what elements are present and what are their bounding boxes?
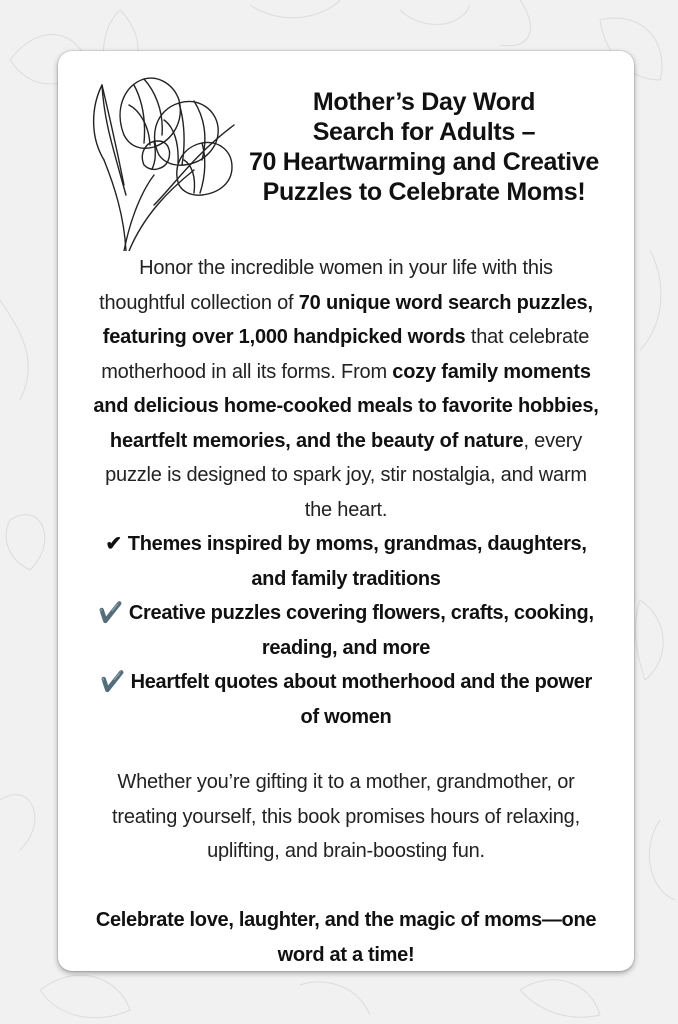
feature-item-1-line-2: and family traditions xyxy=(251,567,441,590)
intro-line-3 xyxy=(66,320,626,355)
title-line-4: Puzzles to Celebrate Moms! xyxy=(262,178,586,206)
feature-text: Heartfelt quotes about motherhood and the power xyxy=(130,671,593,693)
gift-line-2: treating yourself, this book promises hours of relaxing, xyxy=(112,805,580,828)
intro-text: motherhood in all its forms. From xyxy=(101,360,393,383)
gift-line-3: uplifting, and brain-boosting fun. xyxy=(207,840,485,862)
feature-list xyxy=(66,527,626,734)
intro-line-5: and delicious home-cooked meals to favorite hobbies, xyxy=(93,395,599,417)
intro-paragraph xyxy=(66,251,626,527)
book-title xyxy=(228,87,620,207)
feature-item-3-line-1 xyxy=(66,665,626,700)
checkmark-icon: ✔️ xyxy=(98,602,123,624)
intro-line-1: Honor the incredible women in your life with this xyxy=(139,257,553,279)
feature-item-2-line-1 xyxy=(66,596,626,631)
gift-paragraph xyxy=(66,765,626,869)
intro-highlight: cozy family moments xyxy=(392,360,591,383)
gift-line-1: Whether you’re gifting it to a mother, grandmother, or xyxy=(117,771,575,793)
title-line-1: Mother’s Day Word xyxy=(312,88,536,116)
feature-text: Themes inspired by moms, grandmas, daughters, xyxy=(127,533,587,555)
closing-line-2: word at a time! xyxy=(277,943,415,966)
intro-highlight: heartfelt memories, and the beauty of nature xyxy=(109,429,524,452)
intro-highlight: featuring over 1,000 handpicked words xyxy=(102,326,466,348)
tulip-bouquet-icon xyxy=(84,65,244,251)
intro-line-2 xyxy=(66,286,626,321)
closing-tagline xyxy=(66,903,626,972)
intro-line-6 xyxy=(66,424,626,459)
checkmark-icon: ✔ xyxy=(105,533,122,555)
description-card xyxy=(58,51,634,971)
intro-highlight: 70 unique word search puzzles, xyxy=(298,291,593,314)
intro-text: that celebrate xyxy=(465,326,590,348)
feature-item-3-line-2: of women xyxy=(300,705,392,728)
checkmark-icon: ✔️ xyxy=(99,671,125,693)
intro-text: , every xyxy=(523,429,583,452)
intro-text: thoughtful collection of xyxy=(99,291,299,314)
closing-line-1: Celebrate love, laughter, and the magic of moms—one xyxy=(95,909,597,931)
intro-line-4 xyxy=(66,355,626,390)
intro-line-8: the heart. xyxy=(304,498,388,521)
feature-text: Creative puzzles covering flowers, crafts, cooking, xyxy=(128,602,594,624)
intro-line-7: puzzle is designed to spark joy, stir nostalgia, and warm xyxy=(105,464,587,486)
feature-item-1-line-1 xyxy=(66,527,626,562)
title-line-3: 70 Heartwarming and Creative xyxy=(248,148,600,176)
feature-item-2-line-2: reading, and more xyxy=(261,636,431,659)
title-line-2: Search for Adults – xyxy=(312,118,536,146)
